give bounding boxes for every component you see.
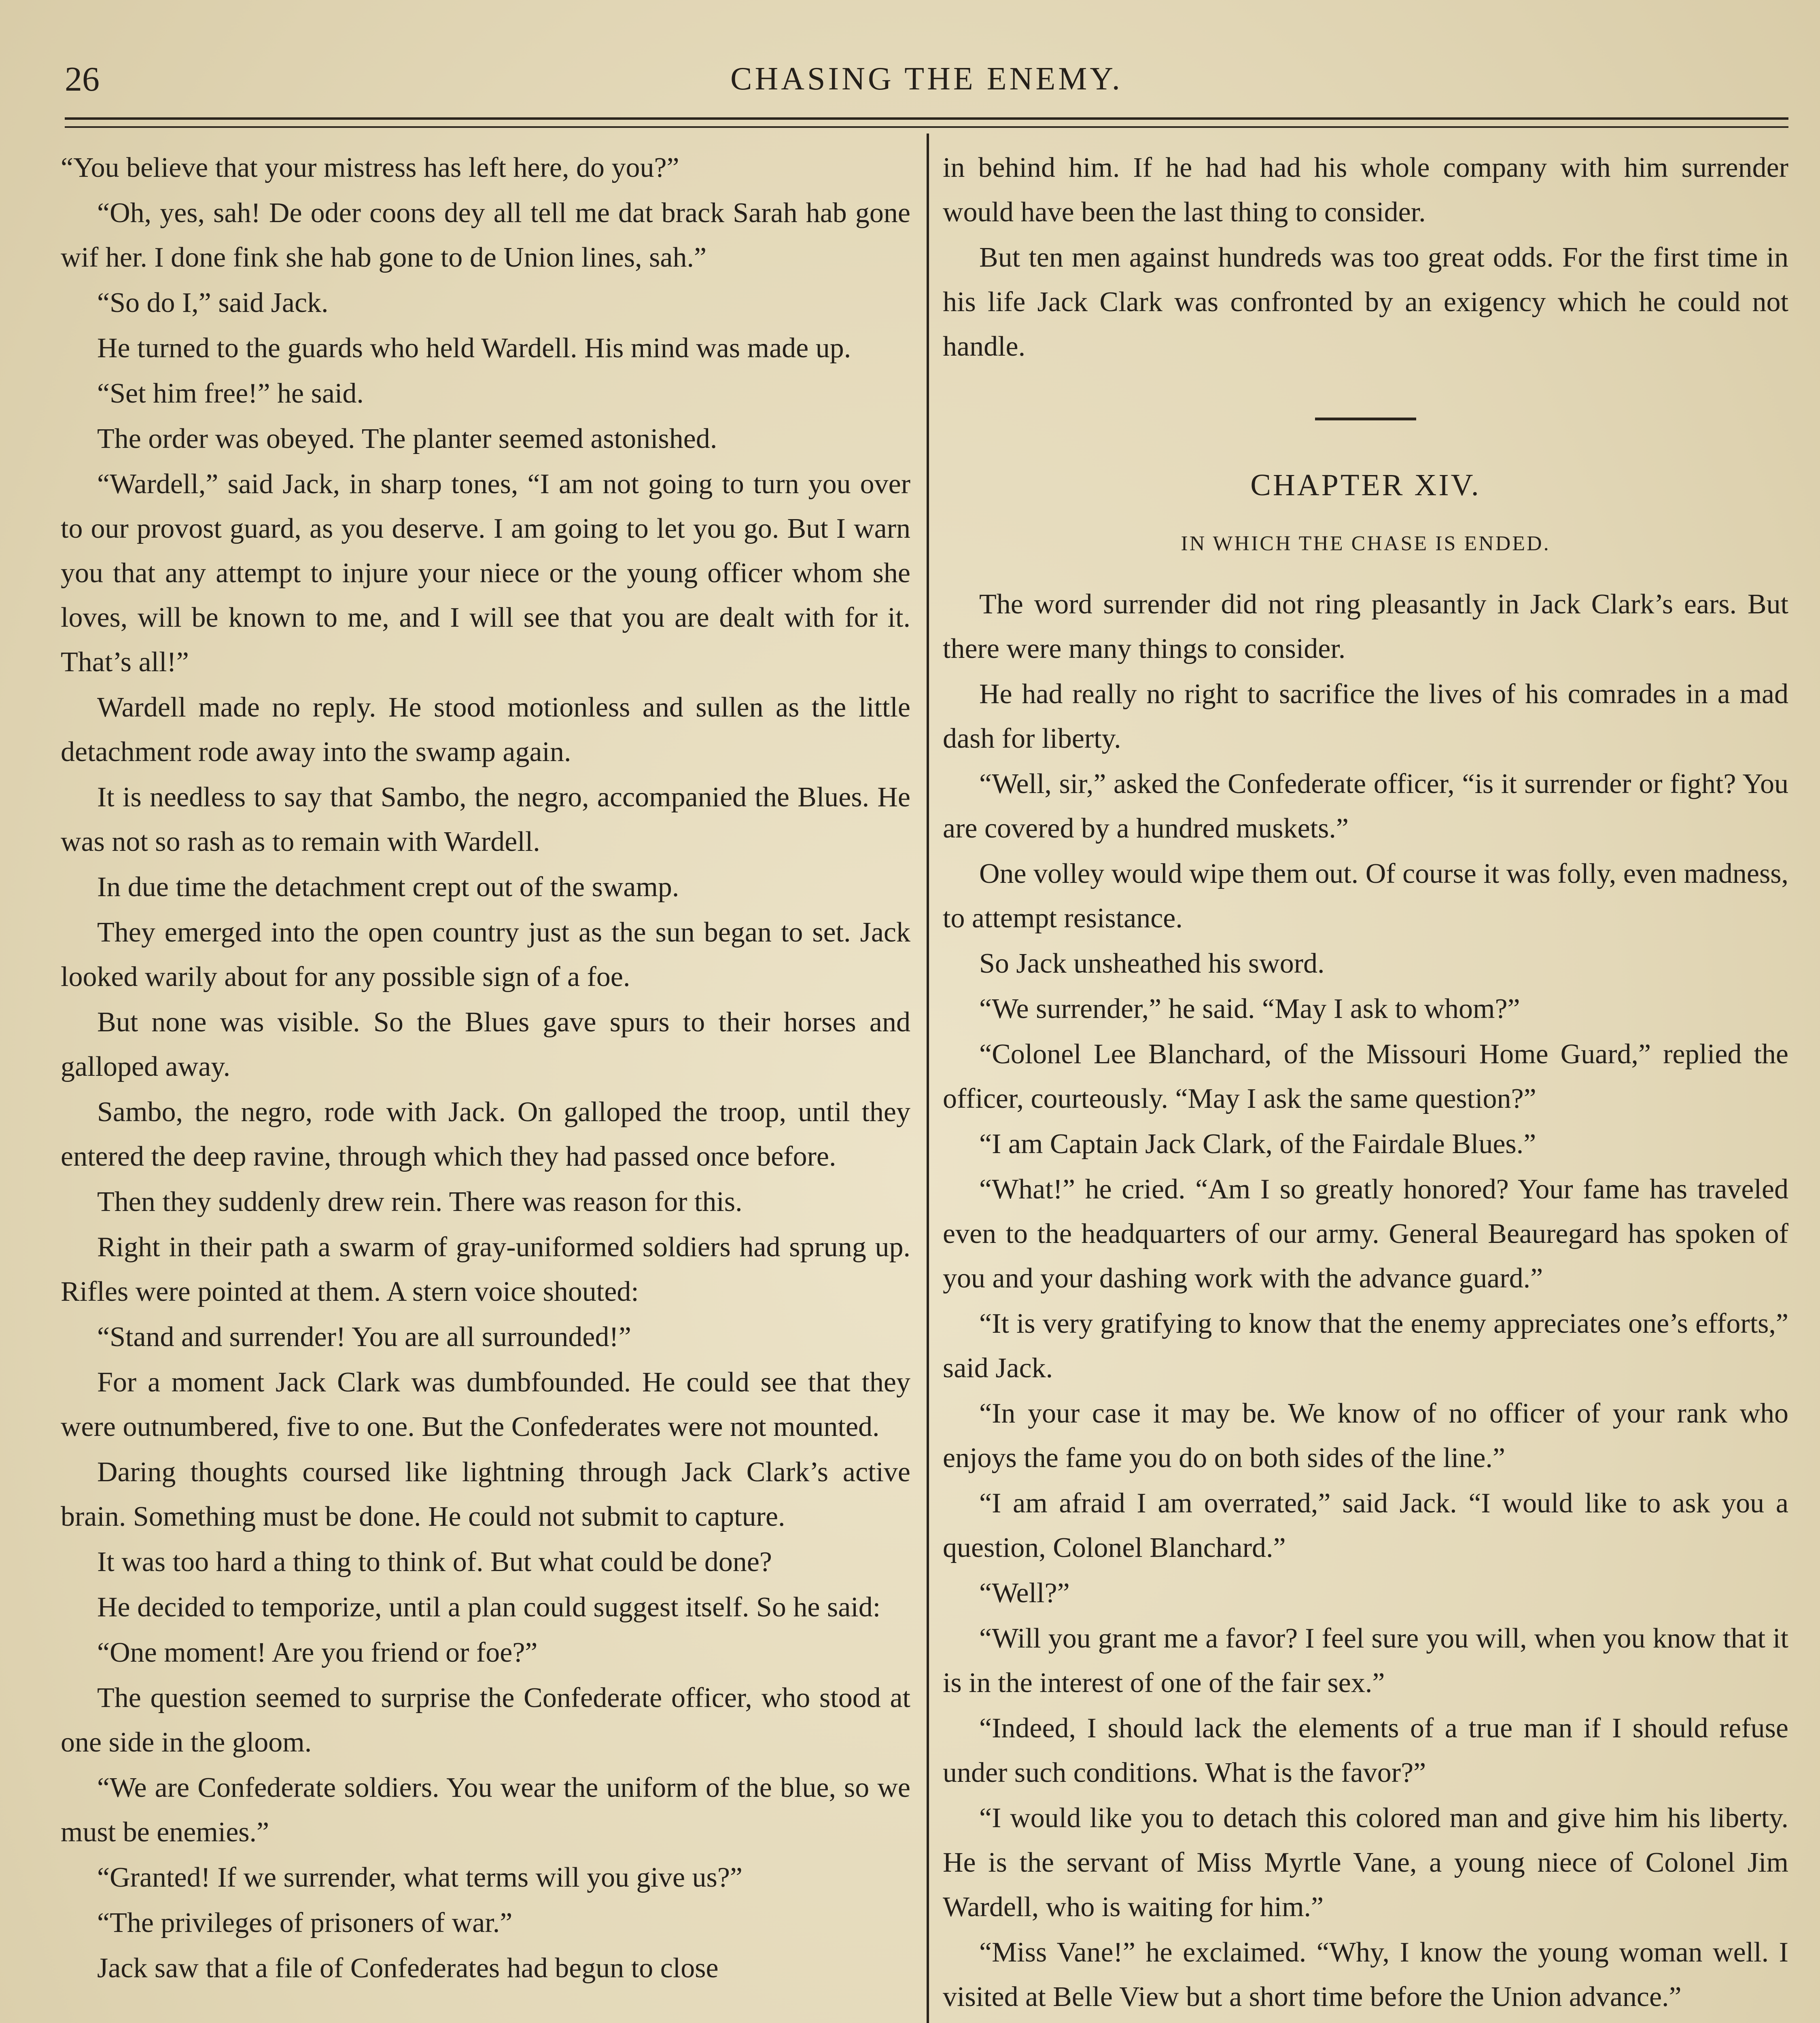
paragraph: “Miss Vane!” he exclaimed. “Why, I know the young woman well. I visited at Belle View but a short time before the Union advance.” [943, 1937, 1788, 2012]
paragraph: “So do I,” said Jack. [97, 287, 329, 318]
paragraph: “You believe that your mistress has left here, do you?” [61, 152, 679, 183]
paragraph: “We are Confederate soldiers. You wear the uniform of the blue, so we must be enemies.” [61, 1772, 910, 1848]
paragraph: “In your case it may be. We know of no officer of your rank who enjoys the fame you do on both sides of the line.” [943, 1398, 1788, 1474]
paragraph: Daring thoughts coursed like lightning through Jack Clark’s active brain. Something must be done. He could not submit to capture. [61, 1457, 910, 1532]
paragraph: For a moment Jack Clark was dumbfounded. He could see that they were outnumbered, five to one. But the Confederates were not mounted. [61, 1367, 910, 1442]
paragraph: “I am afraid I am overrated,” said Jack. “I would like to ask you a question, Colonel Blanchard.” [943, 1488, 1788, 1563]
paragraph: “Oh, yes, sah! De oder coons dey all tell me dat brack Sarah hab gone wif her. I done fink she hab gone to de Union lines, sah.” [61, 197, 910, 273]
paragraph: “Well, sir,” asked the Confederate officer, “is it surrender or fight? You are covered by a hundred muskets.” [943, 768, 1788, 844]
paragraph: He turned to the guards who held Wardell. His mind was made up. [97, 333, 851, 364]
paragraph: One volley would wipe them out. Of course it was folly, even madness, to attempt resistance. [943, 858, 1788, 934]
chapter-subtitle: IN WHICH THE CHASE IS ENDED. [1181, 532, 1551, 555]
paragraph: It is needless to say that Sambo, the negro, accompanied the Blues. He was not so rash as to remain with Wardell. [61, 782, 910, 857]
paragraph: “Well?” [979, 1578, 1070, 1609]
paragraph: “The privileges of prisoners of war.” [97, 1907, 513, 1938]
paragraph [943, 2020, 1788, 2023]
paragraph: But ten men against hundreds was too great odds. For the first time in his life Jack Clark was confronted by an exigency which he could not handle. [943, 242, 1788, 362]
left-column [61, 146, 910, 1991]
paragraph: “I am Captain Jack Clark, of the Fairdale Blues.” [979, 1128, 1536, 1160]
paragraph: The word surrender did not ring pleasantly in Jack Clark’s ears. But there were many things to consider. [943, 589, 1788, 664]
paragraph: “Will you grant me a favor? I feel sure you will, when you know that it is in the interest of one of the fair sex.” [943, 1623, 1788, 1699]
paragraph: “I would like you to detach this colored man and give him his liberty. He is the servant of Miss Myrtle Vane, a young niece of Colonel Jim Wardell, who is waiting for him.” [943, 1802, 1788, 1923]
paragraph: “It is very gratifying to know that the enemy appreciates one’s efforts,” said Jack. [943, 1308, 1788, 1384]
running-title: CHASING THE ENEMY. [730, 61, 1123, 97]
paragraph: In due time the detachment crept out of the swamp. [97, 872, 679, 903]
paragraph: Right in their path a swarm of gray-uniformed soldiers had sprung up. Rifles were pointed at them. A stern voice shouted: [61, 1232, 910, 1307]
paragraph: They emerged into the open country just as the sun began to set. Jack looked warily about for any possible sign of a foe. [61, 917, 910, 992]
chapter-heading: CHAPTER XIV. [1250, 468, 1481, 502]
paragraph: “Stand and surrender! You are all surrounded!” [97, 1321, 631, 1353]
paragraph: Then they suddenly drew rein. There was reason for this. [97, 1186, 742, 1217]
paragraph: The order was obeyed. The planter seemed astonished. [97, 423, 717, 454]
header-rule-thin [65, 126, 1788, 128]
paragraph: in behind him. If he had had his whole company with him surrender would have been the last thing to consider. [943, 152, 1788, 228]
paragraph: Wardell made no reply. He stood motionless and sullen as the little detachment rode away into the swamp again. [61, 692, 910, 768]
paragraph: Sambo, the negro, rode with Jack. On galloped the troop, until they entered the deep ravine, through which they had passed once before. [61, 1096, 910, 1172]
paragraph: Jack saw that a file of Confederates had begun to close [97, 1953, 719, 1984]
paragraph: “Colonel Lee Blanchard, of the Missouri Home Guard,” replied the officer, courteously. “May I ask the same question?” [943, 1039, 1788, 1114]
paragraph: “What!” he cried. “Am I so greatly honored? Your fame has traveled even to the headquarters of our army. General Beauregard has spoken of you and your dashing work with the advance guard.” [943, 1174, 1788, 1294]
column-divider [927, 134, 929, 2023]
paragraph: He had really no right to sacrifice the lives of his comrades in a mad dash for liberty. [943, 679, 1788, 754]
paragraph: It was too hard a thing to think of. But what could be done? [97, 1546, 772, 1578]
right-column [943, 146, 1788, 2023]
paragraph: “We surrender,” he said. “May I ask to whom?” [979, 993, 1520, 1024]
header-rule-thick [65, 117, 1788, 120]
paragraph: So Jack unsheathed his sword. [979, 948, 1325, 979]
paragraph: “Wardell,” said Jack, in sharp tones, “I am not going to turn you over to our provost guard, as you deserve. I am going to let you go. But I warn you that any attempt to injure your niece or the young officer whom she loves, will be known to me, and I will see that you are dealt with for it. That’s all!” [61, 469, 910, 678]
paragraph: But none was visible. So the Blues gave spurs to their horses and galloped away. [61, 1007, 910, 1082]
paragraph: He decided to temporize, until a plan could suggest itself. So he said: [97, 1592, 881, 1623]
chapter-separator-rule [1315, 418, 1416, 420]
page-number: 26 [65, 59, 100, 98]
paragraph: The question seemed to surprise the Confederate officer, who stood at one side in the gloom. [61, 1682, 910, 1758]
paragraph: “Indeed, I should lack the elements of a true man if I should refuse under such conditions. What is the favor?” [943, 1713, 1788, 1788]
paragraph: “One moment! Are you friend or foe?” [97, 1637, 538, 1668]
paragraph: “Set him free!” he said. [97, 378, 364, 409]
paragraph: “Granted! If we surrender, what terms will you give us?” [97, 1862, 742, 1893]
page-header [65, 57, 1788, 101]
